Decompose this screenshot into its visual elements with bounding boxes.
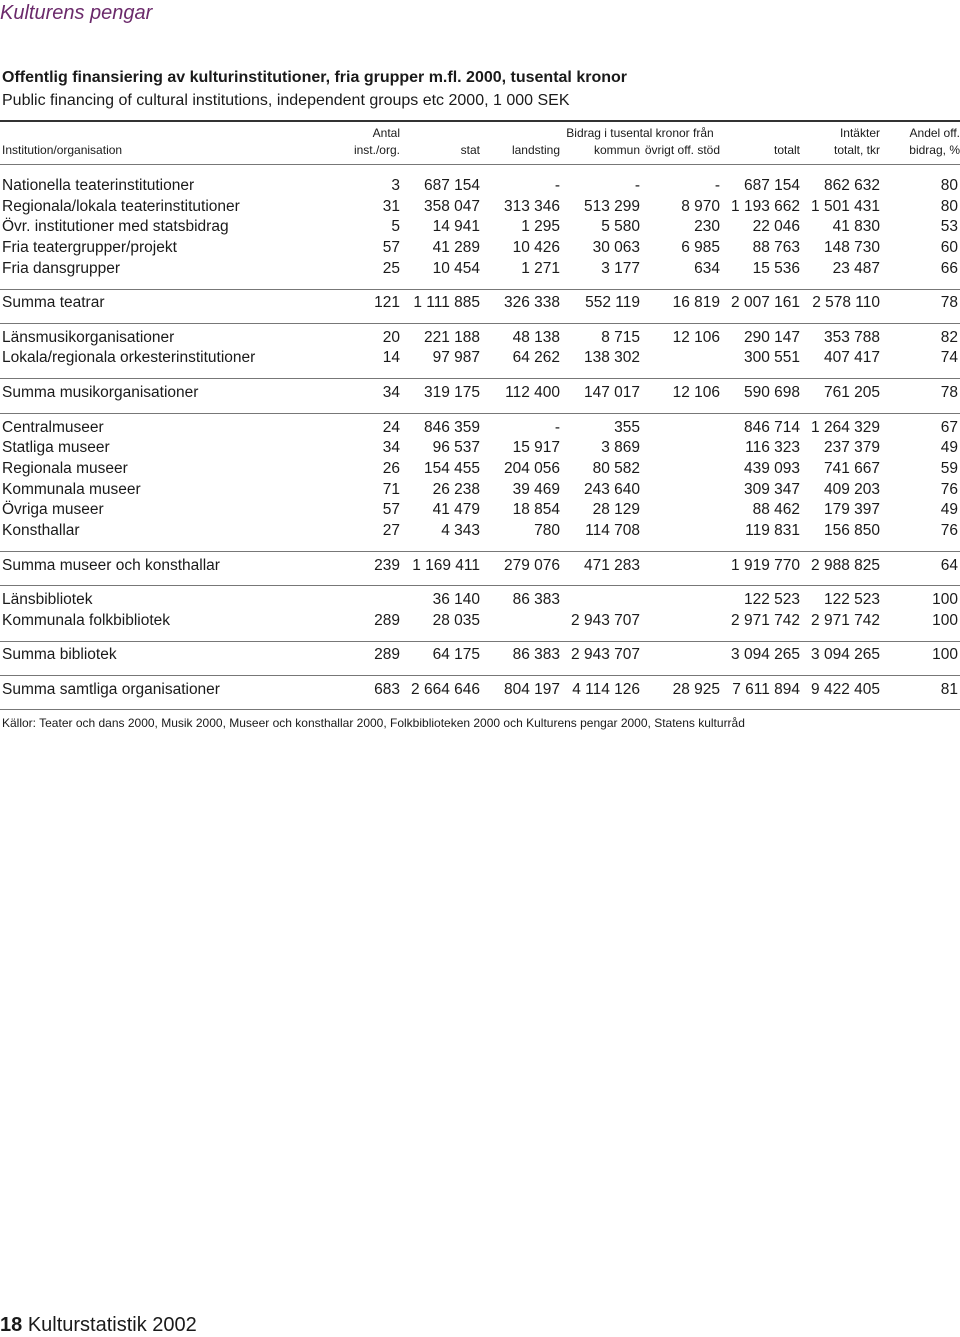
cell-andel: 59 xyxy=(940,460,958,477)
cell-andel: 76 xyxy=(940,522,958,539)
row-label: Fria dansgrupper xyxy=(2,260,121,277)
row-label: Övriga museer xyxy=(2,501,104,518)
cell-landsting: 15 917 xyxy=(512,439,560,456)
cell-landsting: 86 383 xyxy=(512,646,560,663)
cell-totalt: 2 007 161 xyxy=(731,294,800,311)
cell-andel: 100 xyxy=(932,612,958,629)
row-label: Regionala/lokala teaterinstitutioner xyxy=(2,198,240,215)
cell-kommun: 80 582 xyxy=(592,460,640,477)
row-label: Summa teatrar xyxy=(2,294,105,311)
header-totalt: totalt xyxy=(773,143,800,157)
cell-kommun: 3 177 xyxy=(601,260,640,277)
cell-antal: 24 xyxy=(382,419,400,436)
cell-intakter: 409 203 xyxy=(823,481,880,498)
header-landsting: landsting xyxy=(511,143,560,157)
cell-landsting: 64 262 xyxy=(512,349,560,366)
header-stat: stat xyxy=(460,143,480,157)
cell-andel: 82 xyxy=(940,329,958,346)
cell-intakter: 41 830 xyxy=(832,218,880,235)
cell-antal: 289 xyxy=(374,646,400,663)
header-intakter-top: Intäkter xyxy=(839,126,880,140)
cell-intakter: 9 422 405 xyxy=(811,681,880,698)
row-label: Summa musikorganisationer xyxy=(2,384,199,401)
table-row xyxy=(0,328,960,348)
cell-antal: 121 xyxy=(374,294,400,311)
cell-landsting: - xyxy=(554,177,560,194)
cell-stat: 4 343 xyxy=(441,522,480,539)
cell-kommun: 147 017 xyxy=(583,384,640,401)
cell-totalt: 122 523 xyxy=(743,591,800,608)
cell-antal: 57 xyxy=(382,239,400,256)
cell-antal: 14 xyxy=(382,349,400,366)
cell-kommun: 471 283 xyxy=(583,557,640,574)
group-rule xyxy=(0,413,960,414)
cell-andel: 49 xyxy=(940,439,958,456)
table-row xyxy=(0,418,960,438)
table-title-english: Public financing of cultural institutions, independent groups etc 2000, 1 000 SEK xyxy=(2,92,570,109)
cell-intakter: 862 632 xyxy=(823,177,880,194)
cell-stat: 14 941 xyxy=(432,218,480,235)
table-row xyxy=(0,645,960,665)
cell-kommun: 3 869 xyxy=(601,439,640,456)
table-title-swedish: Offentlig finansiering av kulturinstitutioner, fria grupper m.fl. 2000, tusental kronor xyxy=(2,69,627,86)
header-kommun: kommun xyxy=(593,143,640,157)
cell-landsting: 39 469 xyxy=(512,481,560,498)
cell-kommun: 138 302 xyxy=(583,349,640,366)
cell-kommun: 28 129 xyxy=(592,501,640,518)
row-label: Lokala/regionala orkesterinstitutioner xyxy=(2,349,256,366)
cell-andel: 49 xyxy=(940,501,958,518)
cell-antal: 239 xyxy=(374,557,400,574)
table-row xyxy=(0,176,960,196)
cell-ovrigt: 12 106 xyxy=(672,329,720,346)
table-row xyxy=(0,480,960,500)
cell-landsting: 1 295 xyxy=(521,218,560,235)
cell-landsting: 804 197 xyxy=(503,681,560,698)
cell-intakter: 741 667 xyxy=(823,460,880,477)
cell-antal: 20 xyxy=(382,329,400,346)
cell-stat: 26 238 xyxy=(432,481,480,498)
cell-stat: 319 175 xyxy=(423,384,480,401)
cell-antal: 26 xyxy=(382,460,400,477)
table-row xyxy=(0,259,960,279)
table-row xyxy=(0,590,960,610)
cell-andel: 66 xyxy=(940,260,958,277)
cell-antal: 3 xyxy=(391,177,400,194)
cell-antal: 25 xyxy=(382,260,400,277)
header-antal: inst./org. xyxy=(353,143,400,157)
header-ovrigt: övrigt off. stöd xyxy=(644,143,720,157)
cell-andel: 81 xyxy=(940,681,958,698)
row-label: Kommunala museer xyxy=(2,481,141,498)
header-antal-top: Antal xyxy=(372,126,400,140)
cell-stat: 96 537 xyxy=(432,439,480,456)
cell-stat: 221 188 xyxy=(423,329,480,346)
row-label: Summa samtliga organisationer xyxy=(2,681,220,698)
cell-stat: 28 035 xyxy=(432,612,480,629)
group-rule xyxy=(0,551,960,552)
cell-intakter: 761 205 xyxy=(823,384,880,401)
cell-intakter: 1 264 329 xyxy=(811,419,880,436)
table-row xyxy=(0,383,960,403)
cell-totalt: 1 193 662 xyxy=(731,198,800,215)
cell-andel: 64 xyxy=(940,557,958,574)
cell-intakter: 2 971 742 xyxy=(811,612,880,629)
cell-totalt: 290 147 xyxy=(743,329,800,346)
cell-andel: 78 xyxy=(940,294,958,311)
header-rule xyxy=(0,164,960,165)
cell-stat: 154 455 xyxy=(423,460,480,477)
cell-landsting: 1 271 xyxy=(521,260,560,277)
cell-antal: 71 xyxy=(382,481,400,498)
row-label: Kommunala folkbibliotek xyxy=(2,612,171,629)
group-rule xyxy=(0,675,960,676)
source-note: Källor: Teater och dans 2000, Musik 2000, Museer och konsthallar 2000, Folkbiblioteken 2000 och Kulturens pengar 2000, Statens kulturråd xyxy=(2,716,745,730)
cell-landsting: 279 076 xyxy=(503,557,560,574)
cell-intakter: 179 397 xyxy=(823,501,880,518)
cell-totalt: 2 971 742 xyxy=(731,612,800,629)
cell-landsting: 48 138 xyxy=(512,329,560,346)
cell-kommun: 30 063 xyxy=(592,239,640,256)
cell-andel: 76 xyxy=(940,481,958,498)
row-label: Länsmusikorganisationer xyxy=(2,329,175,346)
cell-landsting: 326 338 xyxy=(503,294,560,311)
cell-totalt: 7 611 894 xyxy=(732,681,800,698)
cell-stat: 1 111 885 xyxy=(413,294,480,311)
table-row xyxy=(0,521,960,541)
cell-totalt: 687 154 xyxy=(743,177,800,194)
cell-stat: 41 479 xyxy=(432,501,480,518)
cell-landsting: 780 xyxy=(534,522,560,539)
table-row xyxy=(0,680,960,700)
table-row xyxy=(0,217,960,237)
group-rule xyxy=(0,378,960,379)
cell-kommun: 8 715 xyxy=(601,329,640,346)
bottom-rule xyxy=(0,709,960,710)
cell-andel: 100 xyxy=(932,591,958,608)
cell-intakter: 3 094 265 xyxy=(811,646,880,663)
cell-kommun: 513 299 xyxy=(583,198,640,215)
cell-andel: 100 xyxy=(932,646,958,663)
cell-stat: 358 047 xyxy=(423,198,480,215)
cell-intakter: 353 788 xyxy=(823,329,880,346)
cell-kommun: 2 943 707 xyxy=(571,612,640,629)
cell-intakter: 122 523 xyxy=(823,591,880,608)
row-label: Övr. institutioner med statsbidrag xyxy=(2,218,229,235)
cell-antal: 34 xyxy=(382,439,400,456)
cell-totalt: 300 551 xyxy=(743,349,800,366)
cell-intakter: 407 417 xyxy=(823,349,880,366)
table-row xyxy=(0,500,960,520)
row-label: Fria teatergrupper/projekt xyxy=(2,239,177,256)
cell-stat: 97 987 xyxy=(432,349,480,366)
table-row xyxy=(0,348,960,368)
cell-totalt: 119 831 xyxy=(745,522,800,539)
cell-antal: 34 xyxy=(382,384,400,401)
table-row xyxy=(0,438,960,458)
row-label: Länsbibliotek xyxy=(2,591,93,608)
header-bidrag-top: Bidrag i tusental kronor från xyxy=(566,126,714,140)
cell-ovrigt: 16 819 xyxy=(672,294,720,311)
cell-kommun: 552 119 xyxy=(585,294,640,311)
cell-intakter: 2 988 825 xyxy=(811,557,880,574)
cell-intakter: 237 379 xyxy=(823,439,880,456)
cell-intakter: 148 730 xyxy=(823,239,880,256)
cell-totalt: 15 536 xyxy=(752,260,800,277)
cell-antal: 31 xyxy=(382,198,400,215)
table-row xyxy=(0,611,960,631)
cell-andel: 67 xyxy=(940,419,958,436)
row-label: Regionala museer xyxy=(2,460,128,477)
cell-totalt: 439 093 xyxy=(743,460,800,477)
cell-landsting: 313 346 xyxy=(503,198,560,215)
table-row xyxy=(0,197,960,217)
cell-antal: 289 xyxy=(374,612,400,629)
cell-intakter: 1 501 431 xyxy=(811,198,880,215)
page-footer xyxy=(0,1314,197,1337)
table-row xyxy=(0,556,960,576)
cell-ovrigt: 6 985 xyxy=(681,239,720,256)
cell-totalt: 88 462 xyxy=(752,501,800,518)
group-rule xyxy=(0,641,960,642)
cell-andel: 53 xyxy=(940,218,958,235)
cell-kommun: 114 708 xyxy=(585,522,640,539)
cell-stat: 846 359 xyxy=(423,419,480,436)
cell-andel: 80 xyxy=(940,177,958,194)
publication-title: Kulturstatistik 2002 xyxy=(27,1314,197,1336)
cell-ovrigt: - xyxy=(714,177,720,194)
table-row xyxy=(0,238,960,258)
cell-kommun: 243 640 xyxy=(583,481,640,498)
cell-intakter: 23 487 xyxy=(832,260,880,277)
cell-antal: 57 xyxy=(382,501,400,518)
cell-kommun: 4 114 126 xyxy=(572,681,640,698)
cell-ovrigt: 230 xyxy=(694,218,720,235)
cell-antal: 27 xyxy=(382,522,400,539)
cell-landsting: 204 056 xyxy=(503,460,560,477)
cell-stat: 2 664 646 xyxy=(411,681,480,698)
cell-totalt: 22 046 xyxy=(752,218,800,235)
cell-ovrigt: 634 xyxy=(694,260,720,277)
header-institution: Institution/organisation xyxy=(2,143,123,157)
row-label: Summa museer och konsthallar xyxy=(2,557,220,574)
cell-kommun: 355 xyxy=(614,419,640,436)
cell-intakter: 2 578 110 xyxy=(812,294,880,311)
cell-totalt: 309 347 xyxy=(743,481,800,498)
cell-landsting: 112 400 xyxy=(505,384,560,401)
cell-totalt: 88 763 xyxy=(752,239,800,256)
row-label: Statliga museer xyxy=(2,439,110,456)
cell-stat: 10 454 xyxy=(432,260,480,277)
table-row xyxy=(0,459,960,479)
cell-stat: 36 140 xyxy=(432,591,480,608)
row-label: Summa bibliotek xyxy=(2,646,117,663)
cell-landsting: 86 383 xyxy=(512,591,560,608)
cell-landsting: 10 426 xyxy=(512,239,560,256)
cell-totalt: 590 698 xyxy=(743,384,800,401)
cell-kommun: 5 580 xyxy=(601,218,640,235)
cell-landsting: - xyxy=(554,419,560,436)
cell-ovrigt: 12 106 xyxy=(672,384,720,401)
cell-ovrigt: 8 970 xyxy=(681,198,720,215)
cell-totalt: 1 919 770 xyxy=(731,557,800,574)
cell-andel: 80 xyxy=(940,198,958,215)
cell-andel: 74 xyxy=(940,349,958,366)
cell-intakter: 156 850 xyxy=(823,522,880,539)
header-intakter: totalt, tkr xyxy=(833,143,880,157)
cell-landsting: 18 854 xyxy=(512,501,560,518)
cell-stat: 1 169 411 xyxy=(412,557,480,574)
cell-totalt: 116 323 xyxy=(745,439,800,456)
group-rule xyxy=(0,323,960,324)
cell-antal: 5 xyxy=(391,218,400,235)
cell-ovrigt: 28 925 xyxy=(672,681,720,698)
group-rule xyxy=(0,585,960,586)
cell-totalt: 846 714 xyxy=(743,419,800,436)
group-rule xyxy=(0,289,960,290)
row-label: Nationella teaterinstitutioner xyxy=(2,177,195,194)
cell-andel: 78 xyxy=(940,384,958,401)
cell-andel: 60 xyxy=(940,239,958,256)
row-label: Centralmuseer xyxy=(2,419,104,436)
running-head: Kulturens pengar xyxy=(0,2,153,24)
cell-stat: 41 289 xyxy=(432,239,480,256)
top-rule xyxy=(0,120,960,122)
table-row xyxy=(0,293,960,313)
cell-stat: 64 175 xyxy=(432,646,480,663)
cell-stat: 687 154 xyxy=(423,177,480,194)
page-number: 18 xyxy=(0,1314,23,1336)
cell-kommun: - xyxy=(634,177,640,194)
row-label: Konsthallar xyxy=(2,522,80,539)
cell-totalt: 3 094 265 xyxy=(731,646,800,663)
header-andel: bidrag, % xyxy=(909,143,960,157)
header-andel-top: Andel off. xyxy=(909,126,960,140)
cell-kommun: 2 943 707 xyxy=(571,646,640,663)
cell-antal: 683 xyxy=(374,681,400,698)
